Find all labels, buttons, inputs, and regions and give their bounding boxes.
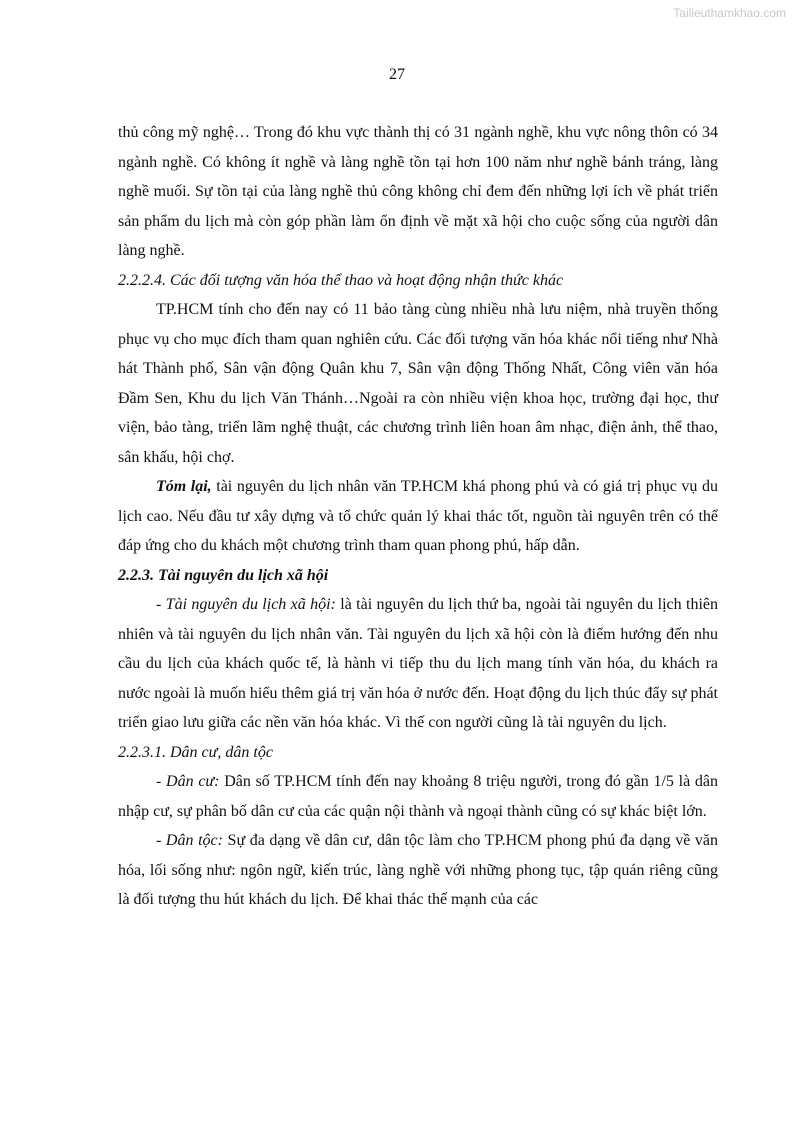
summary-text: tài nguyên du lịch nhân văn TP.HCM khá phong phú và có giá trị phục vụ du lịch cao. Nếu đầu tư xây dựng và tổ chức quản lý khai thác tốt, nguồn tài nguyên trên có thể đáp ứng cho du khách một chương trình tham quan phong phú, hấp dẫn. — [118, 478, 718, 554]
section-heading-2-2-3: 2.2.3. Tài nguyên du lịch xã hội — [118, 566, 329, 584]
paragraph-social-resources — [118, 590, 718, 738]
population-text: Dân số TP.HCM tính đến nay khoảng 8 triệu người, trong đó gần 1/5 là dân nhập cư, sự phân bố dân cư của các quận nội thành và ngoại thành cũng có sự khác biệt lớn. — [118, 773, 718, 820]
watermark-text: Tailieuthamkhao.com — [673, 6, 786, 20]
social-resources-lead: - Tài nguyên du lịch xã hội: — [156, 596, 336, 613]
page-number: 27 — [389, 66, 405, 83]
population-lead: - Dân cư: — [156, 773, 220, 790]
ethnicity-text: Sự đa dạng về dân cư, dân tộc làm cho TP.HCM phong phú đa dạng về văn hóa, lối sống như: ngôn ngữ, kiến trúc, làng nghề với những phong tục, tập quán riêng cũng là đối tượng thu hút khách du lịch. Để khai thác thế mạnh của các — [118, 832, 718, 908]
paragraph-population — [118, 767, 718, 826]
social-resources-text: là tài nguyên du lịch thứ ba, ngoài tài nguyên du lịch thiên nhiên và tài nguyên du lịch nhân văn. Tài nguyên du lịch xã hội còn là điểm hướng đến nhu cầu du lịch của khách quốc tế, là hành vi tiếp thu du lịch mang tính văn hóa, du khách ra nước ngoài là muốn hiểu thêm giá trị văn hóa ở nước đến. Hoạt động du lịch thúc đẩy sự phát triển giao lưu giữa các nền văn hóa khác. Vì thế con người cũng là tài nguyên du lịch. — [118, 596, 718, 731]
paragraph-craft-villages: thủ công mỹ nghệ… Trong đó khu vực thành thị có 31 ngành nghề, khu vực nông thôn có 34 ngành nghề. Có không ít nghề và làng nghề tồn tại hơn 100 năm như nghề bánh tráng, làng nghề muối. Sự tồn tại của làng nghề thủ công không chỉ đem đến những lợi ích về phát triển sản phẩm du lịch mà còn góp phần làm ổn định về mặt xã hội cho cuộc sống của người dân làng nghề. — [118, 124, 718, 259]
paragraph-ethnicity — [118, 826, 718, 915]
summary-lead: Tóm lại, — [156, 478, 212, 495]
paragraph-summary — [118, 472, 718, 561]
section-heading-2-2-2-4: 2.2.2.4. Các đối tượng văn hóa thể thao và hoạt động nhận thức khác — [118, 271, 564, 289]
document-body — [118, 118, 718, 915]
section-heading-2-2-3-1: 2.2.3.1. Dân cư, dân tộc — [118, 743, 273, 761]
ethnicity-lead: - Dân tộc: — [156, 832, 223, 849]
paragraph-culture-sports: TP.HCM tính cho đến nay có 11 bảo tàng cùng nhiều nhà lưu niệm, nhà truyền thống phục vụ cho mục đích tham quan nghiên cứu. Các đối tượng văn hóa khác nổi tiếng như Nhà hát Thành phố, Sân vận động Quân khu 7, Sân vận động Thống Nhất, Công viên văn hóa Đầm Sen, Khu du lịch Văn Thánh…Ngoài ra còn nhiều viện khoa học, trường đại học, thư viện, bảo tàng, triển lãm nghệ thuật, các chương trình liên hoan âm nhạc, điện ảnh, thể thao, sân khấu, hội chợ. — [118, 301, 718, 466]
